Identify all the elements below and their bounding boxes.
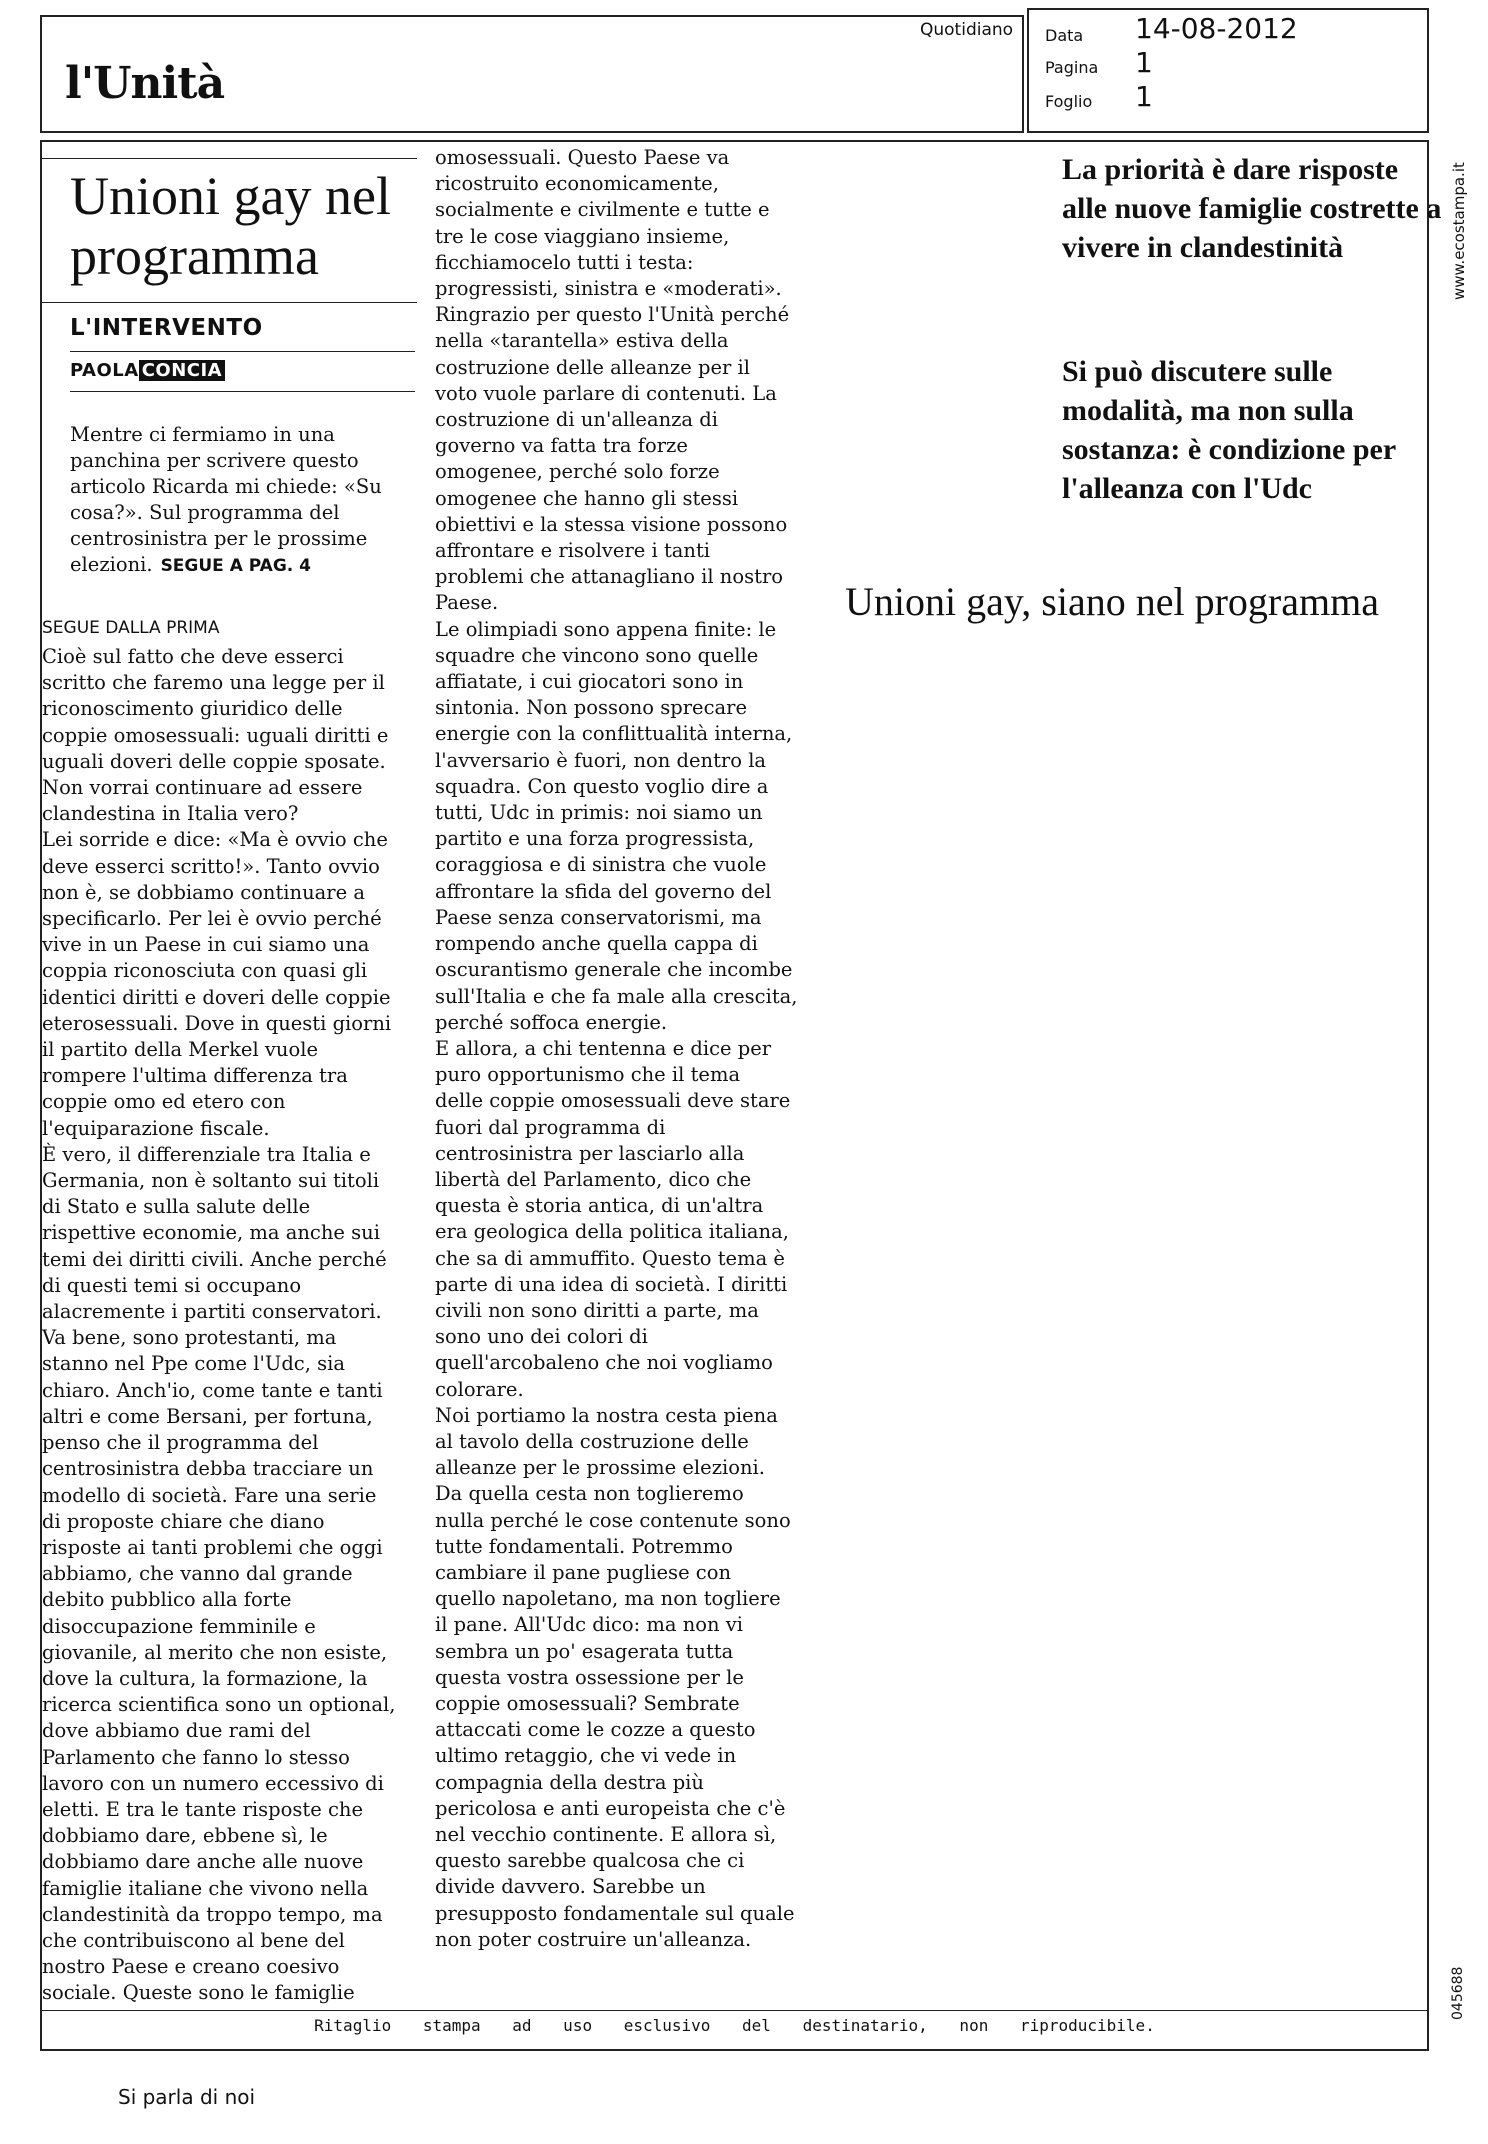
continue-reference: SEGUE A PAG. 4 bbox=[160, 556, 311, 576]
code-text: 045688 bbox=[1450, 1966, 1466, 2020]
date-value: 14-08-2012 bbox=[1135, 12, 1298, 45]
section-kicker: L'INTERVENTO bbox=[70, 315, 263, 341]
article-title: Unioni gay nel programma bbox=[70, 166, 391, 286]
footer-notice: Ritaglio stampa ad uso esclusivo del destinatario, non riproducibile. bbox=[314, 2016, 1155, 2035]
kicker-rule bbox=[70, 351, 415, 352]
continued-from-label: SEGUE DALLA PRIMA bbox=[42, 618, 220, 638]
author-rule bbox=[70, 391, 415, 392]
pull-quote-2: Si può discutere sulle modalità, ma non sulla sostanza: è condizione per l'alleanza con l'Udc bbox=[1062, 355, 1396, 505]
bottom-caption: Si parla di noi bbox=[118, 2085, 256, 2109]
author-last-name: CONCIA bbox=[139, 360, 225, 381]
body-column-2: omosessuali. Questo Paese va ricostruito economicamente, socialmente e civilmente e tutte e tre le cose viaggiano insieme, ficchiamocelo tutti i testa: progressisti, sinistra e «moderati». Ringrazio per questo l'Unità perché nella «tarantella» estiva della costruzione delle alleanze per il voto vuole parlare di contenuti. La costruzione di un'alleanza di governo va fatta tra forze omogenee, perché solo forze omogenee che hanno gli stessi obiettivi e la stessa visione possono affrontare e risolvere i tanti problemi che attanagliano il nostro Paese. Le olimpiadi sono appena finite: le squadre che vincono sono quelle affiatate, i cui giocatori sono in sintonia. Non possono sprecare energie con la conflittualità interna, l'avversario è fuori, non dentro la squadra. Con questo voglio dire a tutti, Udc in primis: noi siamo un partito e una forza progressista, coraggiosa e di sinistra che vuole affrontare la sfida del governo del Paese senza conservatorismi, ma rompendo anche quella cappa di oscurantismo generale che incombe sull'Italia e che fa male alla crescita, perché soffoca energie. E allora, a chi tentenna e dice per puro opportunismo che il tema delle coppie omosessuali deve stare fuori dal programma di centrosinistra per lasciarlo alla libertà del Parlamento, dico che questa è storia antica, di un'altra era geologica della politica italiana, che sa di ammuffito. Questo tema è parte di una idea di società. I diritti civili non sono diritti a parte, ma sono uno dei colori di quell'arcobaleno che noi vogliamo colorare. Noi portiamo la nostra cesta piena al tavolo della costruzione delle alleanze per le prossime elezioni. Da quella cesta non toglieremo nulla perché le cose contenute sono tutte fondamentali. Potremmo cambiare il pane pugliese con quello napoletano, ma non togliere il pane. All'Udc dico: ma non vi sembra un po' esagerata tutta questa vostra ossessione per le coppie omosessuali? Sembrate attaccati come le cozze a questo ultimo retaggio, che vi vede in compagnia della destra più pericolosa e anti europeista che c'è nel vecchio continente. E allora sì, questo sarebbe qualcosa che ci divide davvero. Sarebbe un presupposto fondamentale sul quale non poter costruire un'alleanza. bbox=[435, 146, 798, 1951]
footer-rule bbox=[40, 2010, 1429, 2011]
sheet-value: 1 bbox=[1135, 80, 1153, 113]
title-bottom-rule bbox=[42, 302, 417, 303]
body-column-1: Cioè sul fatto che deve esserci scritto che faremo una legge per il riconoscimento giuridico delle coppie omosessuali: uguali diritti e uguali doveri delle coppie sposate. Non vorrai continuare ad essere clandestina in Italia vero? Lei sorride e dice: «Ma è ovvio che deve esserci scritto!». Tanto ovvio non è, se dobbiamo continuare a specificarlo. Per lei è ovvio perché vive in un Paese in cui siamo una coppia riconosciuta con quasi gli identici diritti e doveri delle coppie eterosessuali. Dove in questi giorni il partito della Merkel vuole rompere l'ultima differenza tra coppie omo ed etero con l'equiparazione fiscale. È vero, il differenziale tra Italia e Germania, non è soltanto sui titoli di Stato e sulla salute delle rispettive economie, ma anche sui temi dei diritti civili. Anche perché di questi temi si occupano alacremente i partiti conservatori. Va bene, sono protestanti, ma stanno nel Ppe come l'Udc, sia chiaro. Anch'io, come tante e tanti altri e come Bersani, per fortuna, penso che il programma del centrosinistra debba tracciare un modello di società. Fare una serie di proposte chiare che diano risposte ai tanti problemi che oggi abbiamo, che vanno dal grande debito pubblico alla forte disoccupazione femminile e giovanile, al merito che non esiste, dove la cultura, la formazione, la ricerca scientifica sono un optional, dove abbiamo due rami del Parlamento che fanno lo stesso lavoro con un numero eccessivo di eletti. E tra le tante risposte che dobbiamo dare, ebbene sì, le dobbiamo dare anche alle nuove famiglie italiane che vivono nella clandestinità da troppo tempo, ma che contribuiscono al bene del nostro Paese e creano coesivo sociale. Queste sono le famiglie bbox=[42, 645, 396, 2005]
title-top-rule bbox=[42, 158, 417, 159]
author-first-name: PAOLA bbox=[70, 360, 139, 381]
clipping-code bbox=[1432, 1945, 1466, 2035]
sheet-label: Foglio bbox=[1045, 92, 1093, 111]
pull-quote-1: La priorità è dare risposte alle nuove famiglie costrette a vivere in clandestinità bbox=[1062, 153, 1442, 264]
site-watermark bbox=[1432, 150, 1468, 320]
newspaper-logo: l'Unità bbox=[65, 58, 225, 109]
lead-paragraph bbox=[70, 422, 410, 579]
page-value: 1 bbox=[1135, 46, 1153, 79]
sub-headline: Unioni gay, siano nel programma bbox=[845, 579, 1379, 624]
date-label: Data bbox=[1045, 26, 1084, 45]
author-byline bbox=[70, 360, 225, 381]
publication-type: Quotidiano bbox=[920, 20, 1014, 40]
site-text: www.ecostampa.it bbox=[1450, 162, 1468, 300]
lead-text: Mentre ci fermiamo in una panchina per scrivere questo articolo Ricarda mi chiede: «Su cosa?». Sul programma del centrosinistra per le prossime elezioni. bbox=[70, 423, 382, 576]
page-label: Pagina bbox=[1045, 58, 1099, 77]
